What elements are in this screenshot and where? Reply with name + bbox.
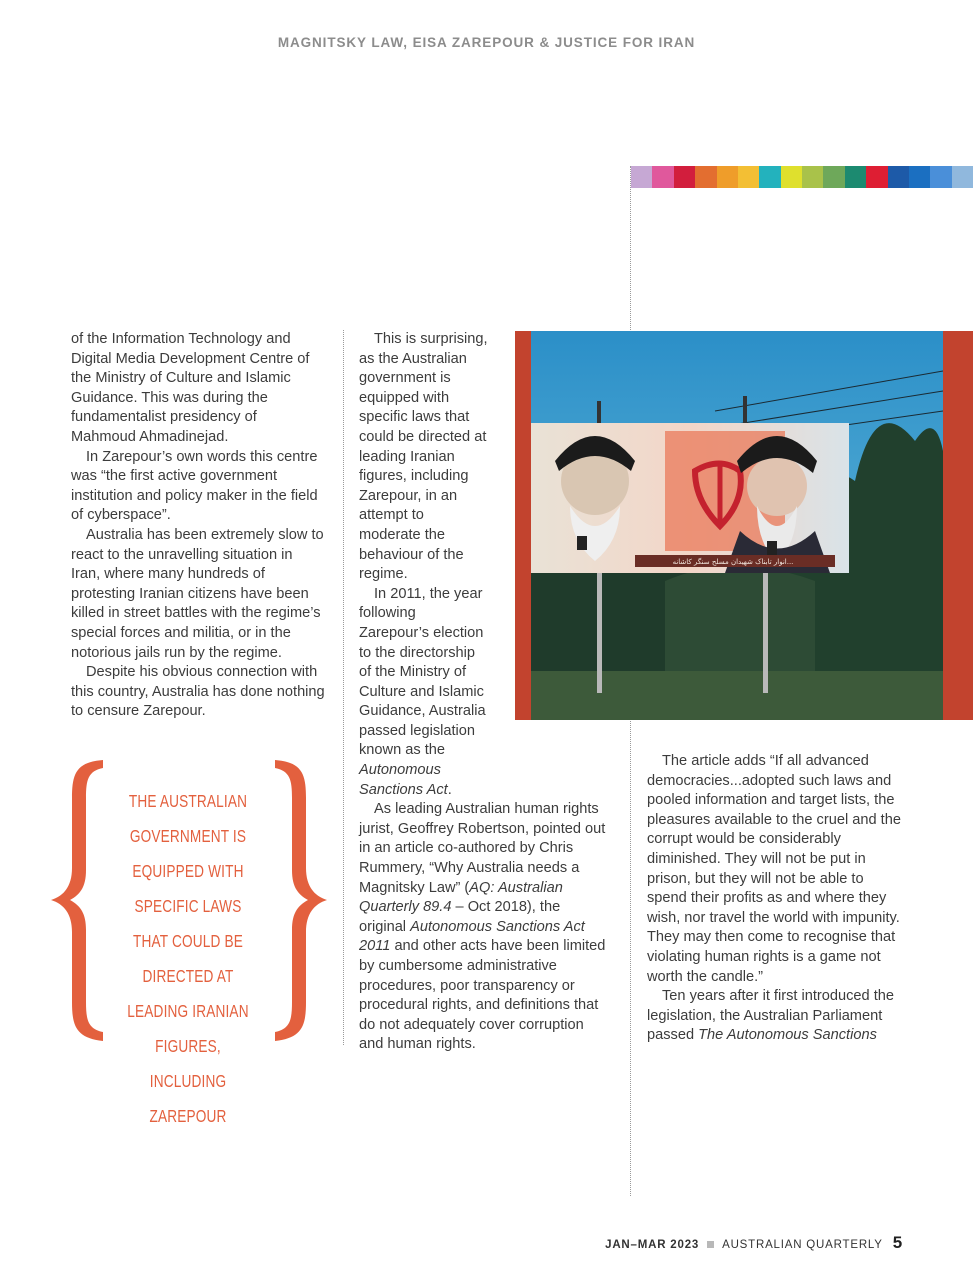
stripe-segment bbox=[823, 166, 844, 188]
act-title: Autonomous Sanctions Act 2011 bbox=[359, 918, 585, 955]
column-3 bbox=[647, 752, 903, 1046]
stripe-segment bbox=[717, 166, 738, 188]
column-2-paragraph bbox=[359, 585, 489, 801]
column-2-paragraph bbox=[359, 800, 607, 1055]
stripe-segment bbox=[866, 166, 887, 188]
act-title: The Autonomous Sanctions bbox=[698, 1027, 877, 1044]
right-brace-icon bbox=[270, 758, 330, 1043]
column-1-paragraph: Australia has been extremely slow to react to the unravelling situation in Iran, where many hundreds of protesting Iranian citizens have been killed in street battles with the regime’s special forces and militia, or in the notorious jails run by the regime. bbox=[71, 526, 324, 661]
column-2-text: As leading Australian human rights jurist, Geoffrey Robertson, pointed out in an article co-authored by Chris Rummery, “Why Australia needs a Magnitsky Law” ( bbox=[359, 801, 606, 896]
act-title: Autonomous Sanctions Act bbox=[359, 762, 448, 798]
column-2-text: In 2011, the year following Zarepour’s election to the directorship of the Ministry of Culture and Islamic Guidance, Australia passed legislation known as the bbox=[359, 585, 486, 759]
stripe-segment bbox=[631, 166, 652, 188]
left-brace-icon bbox=[48, 758, 108, 1043]
citation: AQ: Australian Quarterly 89.4 bbox=[359, 879, 563, 916]
column-1-paragraph: In Zarepour’s own words this centre was “the first active government institution and policy maker in the field of cyberspace”. bbox=[71, 448, 318, 524]
stripe-segment bbox=[952, 166, 973, 188]
column-3-paragraph: The article adds “If all advanced democracies...adopted such laws and pooled information and target lists, the pleasures available to the cruel and the corrupt would be considerably diminished. They will not be put in prison, but they will not be able to spend their profits as and where they wish, nor travel the world with impunity. They may then come to recognise that violating human rights is a game not worth the candle.” bbox=[647, 753, 901, 985]
column-1-paragraph: Despite his obvious connection with this country, Australia has done nothing to censure Zarepour. bbox=[71, 664, 325, 720]
stripe-segment bbox=[738, 166, 759, 188]
color-stripe bbox=[631, 166, 973, 188]
stripe-segment bbox=[909, 166, 930, 188]
column-2-text: . bbox=[447, 781, 452, 798]
stripe-segment bbox=[930, 166, 951, 188]
column-2-text: and other acts have been limited by cumbersome administrative procedures, poor transparency or procedural rights, and definitions that do not adequately cover corruption and human rights. bbox=[359, 938, 606, 1053]
stripe-segment bbox=[888, 166, 909, 188]
billboard-photo bbox=[515, 331, 973, 720]
stripe-segment bbox=[759, 166, 780, 188]
column-3-paragraph bbox=[647, 987, 903, 1046]
separator-square-icon bbox=[707, 1241, 714, 1248]
pull-quote-text: THE AUSTRALIAN GOVERNMENT IS EQUIPPED WITH SPECIFIC LAWS THAT COULD BE DIRECTED AT LEADING IRANIAN FIGURES, INCLUDING ZAREPOUR bbox=[127, 791, 249, 1126]
stripe-segment bbox=[802, 166, 823, 188]
running-title: MAGNITSKY LAW, EISA ZAREPOUR & JUSTICE FOR IRAN bbox=[277, 35, 696, 50]
stripe-segment bbox=[652, 166, 673, 188]
column-3-text: Ten years after it first introduced the legislation, the Australian Parliament passed bbox=[647, 988, 894, 1044]
column-divider-left bbox=[343, 330, 344, 1045]
banner-caption: انوار تابناک شهیدان مسلح سنگر کاشانه... bbox=[672, 558, 794, 566]
stripe-segment bbox=[781, 166, 802, 188]
column-1-paragraph: of the Information Technology and Digital Media Development Centre of the Ministry of Culture and Islamic Guidance. This was during the fundamentalist presidency of Mahmoud Ahmadinejad. bbox=[71, 331, 310, 445]
stripe-segment bbox=[674, 166, 695, 188]
column-1 bbox=[71, 330, 325, 722]
billboard-photo-illustration bbox=[515, 331, 973, 720]
pull-quote bbox=[48, 758, 330, 1126]
column-2-text: – Oct 2018), the original bbox=[359, 899, 561, 935]
issue-date: JAN–MAR 2023 bbox=[605, 1239, 700, 1251]
stripe-segment bbox=[845, 166, 866, 188]
publication-name: AUSTRALIAN QUARTERLY bbox=[722, 1239, 883, 1251]
column-2-paragraph: This is surprising, as the Australian government is equipped with specific laws that could be directed at leading Iranian figures, including Zarepour, in an attempt to moderate the behaviour of the regime. bbox=[359, 331, 488, 583]
page-footer bbox=[605, 1233, 903, 1253]
page-number: 5 bbox=[892, 1233, 903, 1252]
stripe-segment bbox=[695, 166, 716, 188]
